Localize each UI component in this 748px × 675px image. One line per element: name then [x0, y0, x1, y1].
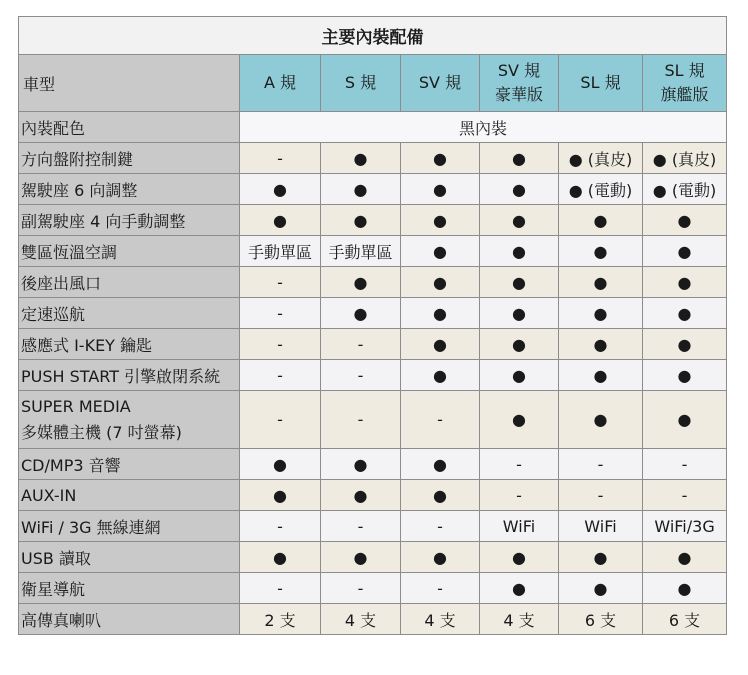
table-cell: - — [401, 573, 480, 604]
trim-header — [559, 55, 643, 112]
row-label — [19, 298, 240, 329]
table-cell: - — [321, 391, 401, 449]
row-label-line: 感應式 I-KEY 鑰匙 — [21, 335, 153, 355]
table-cell: ● — [559, 360, 643, 391]
table-cell: ● — [401, 449, 480, 480]
table-row — [19, 174, 727, 205]
table-cell: 4 支 — [401, 604, 480, 635]
table-cell: ● — [480, 329, 559, 360]
row-label-line: CD/MP3 音響 — [21, 455, 121, 475]
trim-header — [321, 55, 401, 112]
table-cell: ● (真皮) — [643, 143, 727, 174]
table-cell: ● — [401, 329, 480, 360]
row-label-line: 雙區恆溫空調 — [21, 242, 118, 262]
row-label — [19, 449, 240, 480]
trim-header-line: A 規 — [263, 73, 297, 92]
table-row — [19, 236, 727, 267]
row-label — [19, 573, 240, 604]
trim-header-line: 旗艦版 — [660, 85, 709, 104]
trim-header — [401, 55, 480, 112]
row-label — [19, 604, 240, 635]
table-cell: 2 支 — [240, 604, 321, 635]
table-cell: ● — [401, 267, 480, 298]
row-label — [19, 236, 240, 267]
table-cell: - — [240, 511, 321, 542]
table-row — [19, 480, 727, 511]
row-label — [19, 267, 240, 298]
table-cell: ● — [643, 205, 727, 236]
table-cell: ● (真皮) — [559, 143, 643, 174]
table-cell: 6 支 — [643, 604, 727, 635]
table-cell: - — [643, 449, 727, 480]
table-cell: ● — [401, 236, 480, 267]
table-cell: ● — [321, 174, 401, 205]
table-cell: ● — [240, 449, 321, 480]
table-cell: ● (電動) — [559, 174, 643, 205]
table-cell: WiFi — [559, 511, 643, 542]
row-label-line: 後座出風口 — [21, 273, 102, 293]
table-cell: ● — [321, 449, 401, 480]
header-row — [19, 55, 727, 112]
table-cell: ● — [401, 205, 480, 236]
table-cell: ● — [480, 360, 559, 391]
table-cell: ● — [480, 143, 559, 174]
table-cell: ● — [401, 480, 480, 511]
table-row — [19, 360, 727, 391]
trim-header-line: SV 規 — [497, 61, 541, 80]
row-label — [19, 360, 240, 391]
interior-equipment-table — [18, 16, 727, 635]
row-label — [19, 205, 240, 236]
trim-header — [480, 55, 559, 112]
table-cell: - — [240, 143, 321, 174]
table-cell: - — [240, 360, 321, 391]
table-cell: ● — [401, 360, 480, 391]
table-cell: - — [240, 267, 321, 298]
trim-header — [643, 55, 727, 112]
row-label-line: 副駕駛座 4 向手動調整 — [21, 211, 186, 231]
trim-header-line: SL 規 — [664, 61, 705, 80]
table-row — [19, 205, 727, 236]
table-cell: - — [401, 391, 480, 449]
table-cell: ● — [480, 298, 559, 329]
table-cell: ● — [480, 174, 559, 205]
table-cell: 4 支 — [321, 604, 401, 635]
table-cell: - — [321, 511, 401, 542]
table-cell: ● — [480, 267, 559, 298]
trim-header-line: SL 規 — [580, 73, 621, 92]
row-label — [19, 391, 240, 449]
row-label — [19, 542, 240, 573]
table-cell: ● — [401, 542, 480, 573]
table-cell: ● — [240, 542, 321, 573]
row-label-line: 定速巡航 — [21, 304, 86, 324]
table-cell: - — [401, 511, 480, 542]
table-cell: ● — [480, 236, 559, 267]
row-label-line: AUX-IN — [21, 485, 77, 505]
row-label-line: WiFi / 3G 無線連網 — [21, 517, 161, 537]
table-cell: - — [240, 329, 321, 360]
table-cell: ● — [643, 542, 727, 573]
row-label — [19, 143, 240, 174]
table-cell: ● — [240, 480, 321, 511]
table-cell: - — [559, 449, 643, 480]
table-cell: ● — [480, 391, 559, 449]
row-label-line: SUPER MEDIA — [21, 396, 131, 416]
row-label — [19, 480, 240, 511]
table-cell: ● — [643, 329, 727, 360]
row-label-line: 衛星導航 — [21, 579, 86, 599]
table-cell: ● — [559, 236, 643, 267]
table-cell: ● — [559, 205, 643, 236]
table-row — [19, 391, 727, 449]
table-cell: ● — [321, 143, 401, 174]
table-row — [19, 298, 727, 329]
table-row — [19, 542, 727, 573]
table-cell: ● (電動) — [643, 174, 727, 205]
table-cell: ● — [643, 391, 727, 449]
table-cell: 4 支 — [480, 604, 559, 635]
table-cell: - — [321, 573, 401, 604]
trim-header-line: S 規 — [344, 73, 377, 92]
table-cell: ● — [401, 298, 480, 329]
row-label-line: USB 讀取 — [21, 548, 91, 568]
row-label-line: 高傳真喇叭 — [21, 610, 102, 630]
table-cell: ● — [643, 573, 727, 604]
interior-color-value: 黑內裝 — [240, 112, 727, 143]
table-row — [19, 267, 727, 298]
table-cell: - — [240, 573, 321, 604]
row-label — [19, 511, 240, 542]
row-label-line: PUSH START 引擎啟閉系統 — [21, 366, 221, 386]
table-cell: ● — [559, 391, 643, 449]
table-cell: ● — [401, 143, 480, 174]
table-row — [19, 449, 727, 480]
table-cell: WiFi — [480, 511, 559, 542]
table-title: 主要內裝配備 — [19, 17, 727, 55]
row-label-line: 方向盤附控制鍵 — [21, 149, 134, 169]
table-cell: ● — [480, 573, 559, 604]
table-row — [19, 143, 727, 174]
table-cell: - — [321, 329, 401, 360]
table-cell: ● — [559, 329, 643, 360]
interior-color-row — [19, 112, 727, 143]
table-cell: ● — [240, 205, 321, 236]
table-cell: ● — [559, 542, 643, 573]
table-cell: ● — [643, 267, 727, 298]
table-cell: ● — [321, 298, 401, 329]
trim-header-line: 豪華版 — [494, 85, 543, 104]
table-cell: - — [321, 360, 401, 391]
row-label-line: 駕駛座 6 向調整 — [21, 180, 138, 200]
table-row — [19, 329, 727, 360]
table-cell: ● — [643, 236, 727, 267]
row-label — [19, 329, 240, 360]
table-cell: ● — [480, 205, 559, 236]
table-cell: - — [240, 391, 321, 449]
row-label-line: 多媒體主機 (7 吋螢幕) — [21, 422, 182, 442]
table-cell: ● — [321, 480, 401, 511]
table-cell: ● — [240, 174, 321, 205]
table-cell: ● — [643, 298, 727, 329]
table-cell: 6 支 — [559, 604, 643, 635]
table-cell: - — [240, 298, 321, 329]
table-cell: ● — [321, 205, 401, 236]
table-cell: - — [643, 480, 727, 511]
table-cell: ● — [321, 542, 401, 573]
table-cell: 手動單區 — [240, 236, 321, 267]
model-header-label: 車型 — [19, 55, 240, 112]
table-cell: ● — [559, 267, 643, 298]
table-cell: 手動單區 — [321, 236, 401, 267]
table-cell: ● — [643, 360, 727, 391]
table-cell: ● — [559, 573, 643, 604]
table-cell: ● — [480, 542, 559, 573]
table-row — [19, 573, 727, 604]
table-cell: - — [480, 449, 559, 480]
table-cell: - — [559, 480, 643, 511]
row-label — [19, 174, 240, 205]
row-label: 內裝配色 — [19, 112, 240, 143]
table-cell: WiFi/3G — [643, 511, 727, 542]
trim-header — [240, 55, 321, 112]
trim-header-line: SV 規 — [418, 73, 462, 92]
table-cell: ● — [401, 174, 480, 205]
table-row — [19, 511, 727, 542]
table-row — [19, 604, 727, 635]
table-cell: - — [480, 480, 559, 511]
table-cell: ● — [559, 298, 643, 329]
table-cell: ● — [321, 267, 401, 298]
